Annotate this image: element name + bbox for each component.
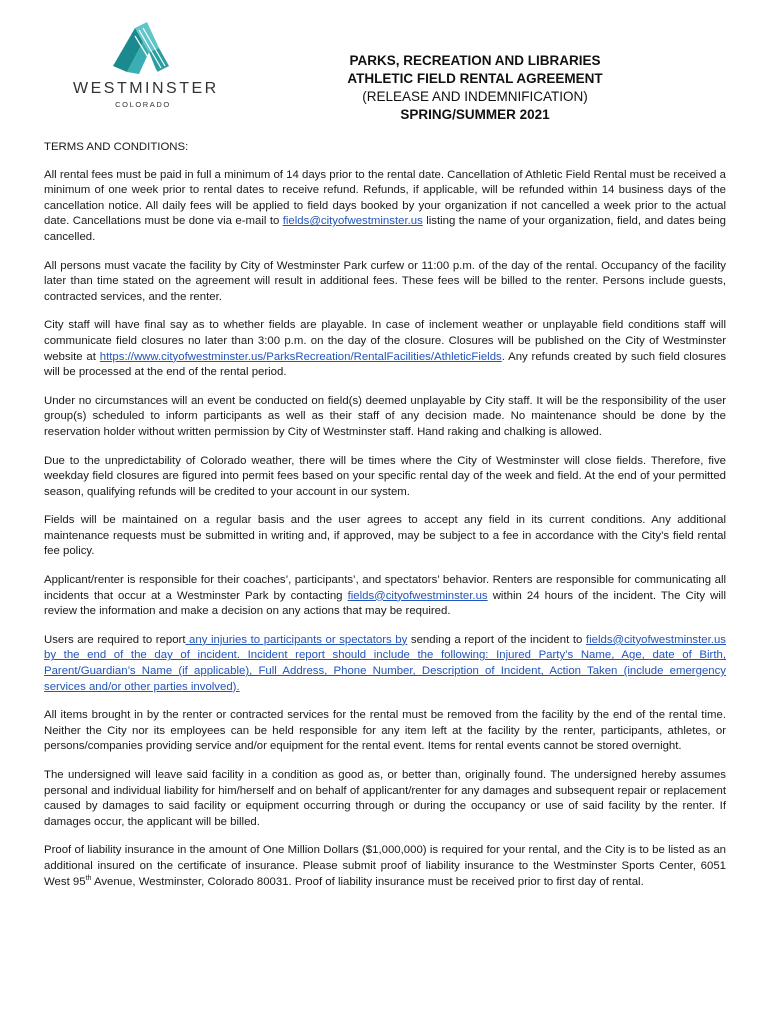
header-season: SPRING/SUMMER 2021 xyxy=(400,107,550,122)
paragraph-insurance-text-end: Avenue, Westminster, Colorado 80031. Proof of liability insurance must be received prior to first day of rental. xyxy=(91,875,644,888)
westminster-logo xyxy=(68,22,218,112)
paragraph-behavior xyxy=(44,573,726,620)
paragraph-injury-text: Users are required to report xyxy=(44,633,186,646)
paragraph-behavior-text-end: within 24 hours of the incident. The City will review the information and make a decision on any actions that may be required. xyxy=(44,589,726,618)
paragraph-closures xyxy=(44,318,726,380)
westminster-mountain-icon xyxy=(113,22,171,78)
paragraph-fees xyxy=(44,168,726,246)
paragraph-items: All items brought in by the renter or contracted services for the rental must be removed from the facility by the end of the rental time. Neither the City nor its employees can be held responsible for any item left at the facility by the renter, participants, athletes, or persons/companies providing service and/or equipment for the rental event. Items for rental events cannot be stored overnight. xyxy=(44,709,726,753)
paragraph-injury-text-mid: sending a report of the incident to xyxy=(407,633,586,646)
paragraph-weather: Due to the unpredictability of Colorado weather, there will be times where the City of Westminster will close fields. Therefore, five weekday field closures are figured into permit fees based on your specific rental day of the week and field. At the end of your permitted season, qualifying refunds will be credited to your account in our system. xyxy=(44,454,726,498)
injury-underlined-text: any injuries to participants or spectators by xyxy=(185,633,408,646)
athletic-fields-url-link[interactable]: https://www.cityofwestminster.us/ParksRecreation/RentalFacilities/AthleticFields xyxy=(99,350,502,363)
paragraph-insurance-text: Proof of liability insurance in the amount of One Million Dollars ($1,000,000) is required for your rental, and the City is to be listed as an additional insured on the certificate of insurance. Please submit proof of liability insurance to the Westminster Sports Center, 6051 West 95 xyxy=(44,844,726,888)
terms-content xyxy=(44,140,726,903)
document-header xyxy=(310,52,640,124)
fields-email-link[interactable]: fields@cityofwestminster.us xyxy=(282,215,423,228)
paragraph-fees-text-end: listing the name of your organization, field, and dates being cancelled. xyxy=(44,215,726,243)
paragraph-unplayable: Under no circumstances will an event be conducted on field(s) deemed unplayable by City staff. It will be the responsibility of the user group(s) scheduled to inform participants as well as their staff of any decision made. No maintenance should be done by the reservation holder without written permission by City of Westminster staff. Hand raking and chalking is allowed. xyxy=(44,394,726,438)
terms-heading: TERMS AND CONDITIONS: xyxy=(44,141,189,153)
injury-report-email-link[interactable]: fields@cityofwestminster.us by the end of the day of incident. Incident report should include the following: Injured Party’s Name, Age, date of Birth, Parent/Guardian’s Name (if applicable), Full Address, Phone Number, Description of Incident, Action Taken (include emergency services and/or other parties involved). xyxy=(44,633,726,693)
header-agreement-title: ATHLETIC FIELD RENTAL AGREEMENT xyxy=(347,71,603,86)
paragraph-closures-text: City staff will have final say as to whether fields are playable. In case of inclement weather or unplayable field conditions staff will communicate field closures no later than 3:00 p.m. on the day of the closure. Closures will be published on the City of Westminster website at xyxy=(44,319,726,363)
header-department: PARKS, RECREATION AND LIBRARIES xyxy=(349,53,601,68)
paragraph-curfew: All persons must vacate the facility by City of Westminster Park curfew or 11:00 p.m. of the day of the rental. Occupancy of the facility later than time stated on the agreement will result in additional fees. These fees will be billed to the renter. Persons include guests, contracted services, and the renter. xyxy=(44,259,726,303)
paragraph-fees-text: All rental fees must be paid in full a minimum of 14 days prior to the rental date. Cancellation of Athletic Field Rental must be received a minimum of one week prior to rental dates to receive refund. Refunds, if applicable, will be refunded within 14 business days of the cancellation notice. All daily fees will be applied to field days booked by your organization if not cancelled a week prior to the actual date. Cancellations must be done via e-mail to xyxy=(44,168,726,228)
paragraph-liability: The undersigned will leave said facility in a condition as good as, or better than, originally found. The undersigned hereby assumes personal and individual liability for him/herself and on behalf of applicant/renter for any damages and subsequent repair or replacement caused by damages to said facility or equipment occurring through or during the occupancy or use of said facility by the renter. If damages occur, the applicant will be billed. xyxy=(44,769,726,828)
logo-name: WESTMINSTER xyxy=(73,80,219,97)
header-subtitle: (RELEASE AND INDEMNIFICATION) xyxy=(362,89,588,104)
paragraph-closures-text-end: . Any refunds created by such field closures will be processed at the end of the rental period. xyxy=(44,350,727,379)
paragraph-maintenance: Fields will be maintained on a regular basis and the user agrees to accept any field in its current conditions. Any additional maintenance requests must be submitted in writing and, if approved, may be subject to a fee in accordance with the City’s field rental fee policy. xyxy=(44,514,726,558)
incident-email-link[interactable]: fields@cityofwestminster.us xyxy=(347,589,488,602)
logo-state: COLORADO xyxy=(115,100,171,109)
paragraph-injury-report xyxy=(44,633,726,695)
paragraph-insurance xyxy=(44,843,726,890)
ordinal-superscript: th xyxy=(85,874,92,882)
paragraph-behavior-text: Applicant/renter is responsible for their coaches’, participants’, and spectators’ behavior. Renters are responsible for communicating all incidents that occur at a Westminster Park by contacting xyxy=(44,574,726,602)
